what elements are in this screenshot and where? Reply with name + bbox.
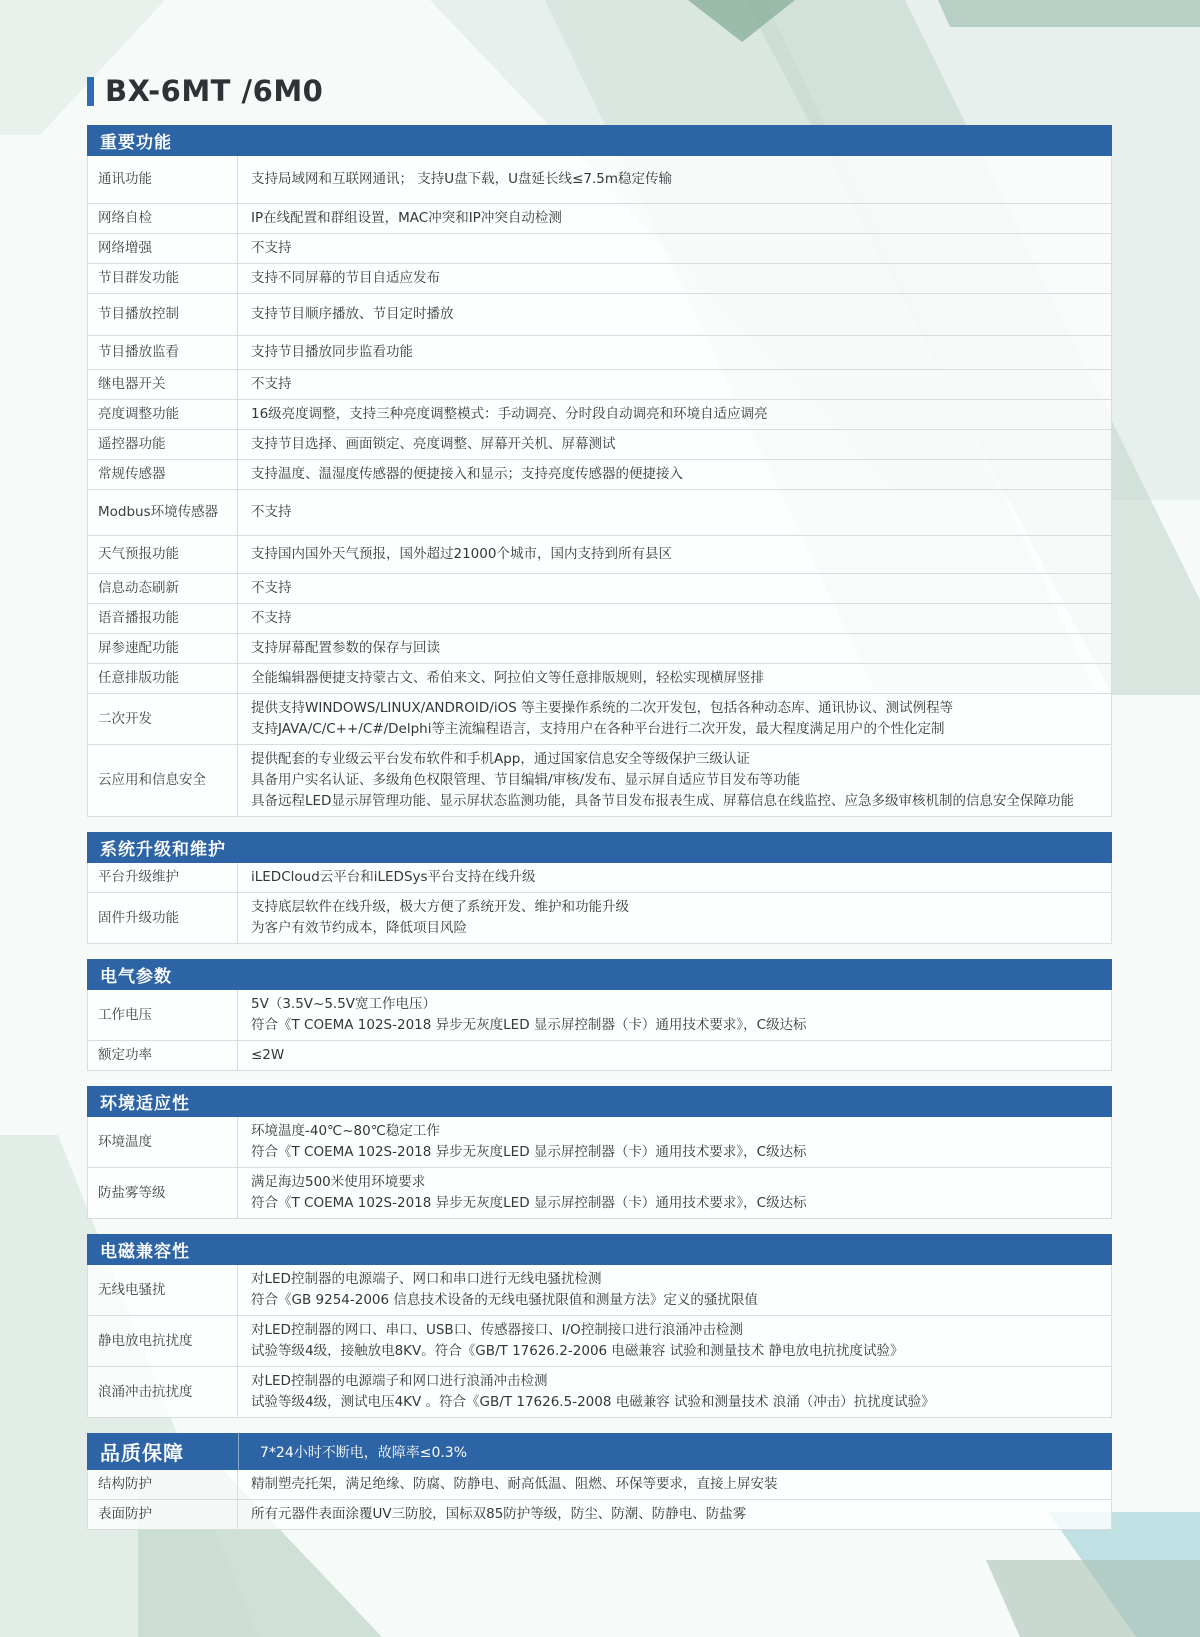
section-header [87,832,1112,863]
row-value [238,490,1111,535]
row-value-line: 不支持 [251,610,292,626]
row-value [238,604,1111,633]
table-row [88,460,1111,490]
table-row [88,694,1111,745]
table-row [88,536,1111,574]
row-value-line: 不支持 [251,580,292,596]
row-value-line: 支持节目顺序播放、节目定时播放 [251,306,454,322]
table-row [88,574,1111,604]
row-value [238,634,1111,663]
row-value-line: 对LED控制器的网口、串口、USB口、传感器接口、I/O控制接口进行浪涌冲击检测 [251,1322,743,1338]
row-value-line: 符合《T COEMA 102S-2018 异步无灰度LED 显示屏控制器（卡）通用技术要求》，C级达标 [251,1195,807,1211]
sections-host [87,125,1200,1530]
row-value-line: 全能编辑器便捷支持蒙古文、希伯来文、阿拉伯文等任意排版规则，轻松实现横屏竖排 [251,670,764,686]
row-value-line: 对LED控制器的电源端子和网口进行浪涌冲击检测 [251,1373,548,1389]
row-label: 二次开发 [88,694,238,744]
row-label: 天气预报功能 [88,536,238,573]
row-value-line: 试验等级4级，测试电压4KV 。符合《GB/T 17626.5-2008 电磁兼容 试验和测量技术 浪涌（冲击）抗扰度试验》 [251,1394,935,1410]
row-value [238,294,1111,335]
row-label: 信息动态刷新 [88,574,238,603]
row-value [238,694,1111,744]
row-value [238,863,1111,892]
row-value-line: 具备远程LED显示屏管理功能、显示屏状态监测功能，具备节目发布报表生成、屏幕信息在线监控、应急多级审核机制的信息安全保障功能 [251,793,1074,809]
row-value [238,1265,1111,1315]
section-title: 电磁兼容性 [100,1242,190,1262]
row-label: 屏参速配功能 [88,634,238,663]
table-row [88,336,1111,370]
row-label: 节目播放控制 [88,294,238,335]
table-row [88,264,1111,294]
row-value [238,990,1111,1040]
section-title: 品质保障 [100,1441,184,1465]
row-label: 无线电骚扰 [88,1265,238,1315]
row-label: 防盐雾等级 [88,1168,238,1218]
section-rows [87,156,1112,817]
row-label: 语音播报功能 [88,604,238,633]
row-value-line: 所有元器件表面涂覆UV三防胶，国标双85防护等级，防尘、防潮、防静电、防盐雾 [251,1506,747,1522]
table-row [88,634,1111,664]
row-label: 继电器开关 [88,370,238,399]
row-value [238,536,1111,573]
spec-section [87,125,1112,817]
row-value-line: 支持底层软件在线升级，极大方便了系统开发、维护和功能升级 [251,899,629,915]
table-row [88,430,1111,460]
title-accent-bar [87,77,94,106]
row-value-line: 支持温度、温湿度传感器的便捷接入和显示；支持亮度传感器的便捷接入 [251,466,683,482]
row-value [238,156,1111,203]
row-value-line: 支持不同屏幕的节目自适应发布 [251,270,440,286]
section-title: 系统升级和维护 [100,840,226,860]
row-value-line: 不支持 [251,504,292,520]
row-value [238,204,1111,233]
table-row [88,745,1111,817]
row-label: 平台升级维护 [88,863,238,892]
row-value [238,1500,1111,1529]
row-value [238,1041,1111,1070]
row-value-line: 提供支持WINDOWS/LINUX/ANDROID/iOS 等主要操作系统的二次开发包，包括各种动态库、通讯协议、测试例程等 [251,700,954,716]
row-value [238,745,1111,816]
section-header [87,959,1112,990]
row-value-line: 不支持 [251,240,292,256]
row-label: 网络增强 [88,234,238,263]
table-row [88,1265,1111,1316]
table-row [88,990,1111,1041]
row-value-line: 试验等级4级，接触放电8KV。符合《GB/T 17626.2-2006 电磁兼容 试验和测量技术 静电放电抗扰度试验》 [251,1343,904,1359]
row-value [238,1168,1111,1218]
row-value [238,234,1111,263]
table-row [88,400,1111,430]
table-row [88,893,1111,944]
table-row [88,1041,1111,1071]
row-value [238,893,1111,943]
section-header [87,1433,1112,1470]
table-row [88,1470,1111,1500]
spec-section [87,1086,1112,1219]
spec-section [87,832,1112,944]
row-value [238,264,1111,293]
section-title: 电气参数 [100,967,172,987]
row-value [238,664,1111,693]
table-row [88,234,1111,264]
table-row [88,204,1111,234]
row-label: 结构防护 [88,1470,238,1499]
row-label: 通讯功能 [88,156,238,203]
spec-section [87,959,1112,1071]
row-value-line: 为客户有效节约成本，降低项目风险 [251,920,467,936]
row-value-line: 支持节目选择、画面锁定、亮度调整、屏幕开关机、屏幕测试 [251,436,616,452]
table-row [88,370,1111,400]
row-value [238,574,1111,603]
row-value-line: IP在线配置和群组设置，MAC冲突和IP冲突自动检测 [251,210,562,226]
spec-section [87,1433,1112,1530]
section-rows [87,1265,1112,1418]
row-label: Modbus环境传感器 [88,490,238,535]
row-value [238,460,1111,489]
table-row [88,156,1111,204]
row-value-line: iLEDCloud云平台和iLEDSys平台支持在线升级 [251,869,536,885]
row-value-line: 满足海边500米使用环境要求 [251,1174,426,1190]
row-label: 遥控器功能 [88,430,238,459]
section-rows [87,1470,1112,1530]
row-value [238,336,1111,369]
row-value-line: 符合《GB 9254-2006 信息技术设备的无线电骚扰限值和测量方法》定义的骚扰限值 [251,1292,758,1308]
row-label: 云应用和信息安全 [88,745,238,816]
row-value-line: 支持屏幕配置参数的保存与回读 [251,640,440,656]
page-title: BX-6MT /6M0 [105,74,324,108]
table-row [88,490,1111,536]
row-value-line: 5V（3.5V~5.5V宽工作电压） [251,996,437,1012]
row-value-line: 支持国内国外天气预报，国外超过21000个城市，国内支持到所有县区 [251,546,672,562]
table-row [88,863,1111,893]
section-rows [87,863,1112,944]
row-value [238,1117,1111,1167]
row-value [238,1367,1111,1417]
section-title: 重要功能 [100,133,172,153]
table-row [88,1367,1111,1418]
row-value-line: 提供配套的专业级云平台发布软件和手机App，通过国家信息安全等级保护三级认证 [251,751,750,767]
row-label: 任意排版功能 [88,664,238,693]
row-value [238,1470,1111,1499]
row-label: 环境温度 [88,1117,238,1167]
row-value-line: 符合《T COEMA 102S-2018 异步无灰度LED 显示屏控制器（卡）通用技术要求》，C级达标 [251,1017,807,1033]
table-row [88,1168,1111,1219]
table-row [88,1500,1111,1530]
row-label: 常规传感器 [88,460,238,489]
row-value [238,400,1111,429]
section-title: 环境适应性 [100,1094,190,1114]
table-row [88,664,1111,694]
row-value-line: 环境温度-40℃~80℃稳定工作 [251,1123,440,1139]
table-row [88,1316,1111,1367]
row-label: 节目播放监看 [88,336,238,369]
row-value [238,370,1111,399]
row-value-line: 对LED控制器的电源端子、网口和串口进行无线电骚扰检测 [251,1271,602,1287]
section-header [87,125,1112,156]
row-value-line: 具备用户实名认证、多级角色权限管理、节目编辑/审核/发布、显示屏自适应节目发布等功能 [251,772,801,788]
row-value [238,430,1111,459]
row-label: 网络自检 [88,204,238,233]
row-value-line: ≤2W [251,1047,285,1063]
spec-section [87,1234,1112,1418]
title-block [87,74,1200,108]
row-label: 节目群发功能 [88,264,238,293]
section-header [87,1086,1112,1117]
section-rows [87,1117,1112,1219]
table-row [88,294,1111,336]
row-value-line: 符合《T COEMA 102S-2018 异步无灰度LED 显示屏控制器（卡）通用技术要求》，C级达标 [251,1144,807,1160]
section-header [87,1234,1112,1265]
row-label: 浪涌冲击抗扰度 [88,1367,238,1417]
section-rows [87,990,1112,1071]
table-row [88,1117,1111,1168]
row-value-line: 精制塑壳托架，满足绝缘、防腐、防静电、耐高低温、阻燃、环保等要求，直接上屏安装 [251,1476,778,1492]
row-value [238,1316,1111,1366]
row-label: 表面防护 [88,1500,238,1529]
row-label: 亮度调整功能 [88,400,238,429]
row-value-line: 支持节目播放同步监看功能 [251,344,413,360]
row-label: 额定功率 [88,1041,238,1070]
row-label: 工作电压 [88,990,238,1040]
row-value-line: 支持局域网和互联网通讯； 支持U盘下载，U盘延长线≤7.5m稳定传输 [251,171,672,187]
row-value-line: 16级亮度调整，支持三种亮度调整模式：手动调亮、分时段自动调亮和环境自适应调亮 [251,406,768,422]
row-label: 静电放电抗扰度 [88,1316,238,1366]
table-row [88,604,1111,634]
row-label: 固件升级功能 [88,893,238,943]
section-header-value: 7*24小时不断电，故障率≤0.3% [238,1433,467,1470]
row-value-line: 不支持 [251,376,292,392]
row-value-line: 支持JAVA/C/C++/C#/Delphi等主流编程语言，支持用户在各种平台进行二次开发，最大程度满足用户的个性化定制 [251,721,945,737]
